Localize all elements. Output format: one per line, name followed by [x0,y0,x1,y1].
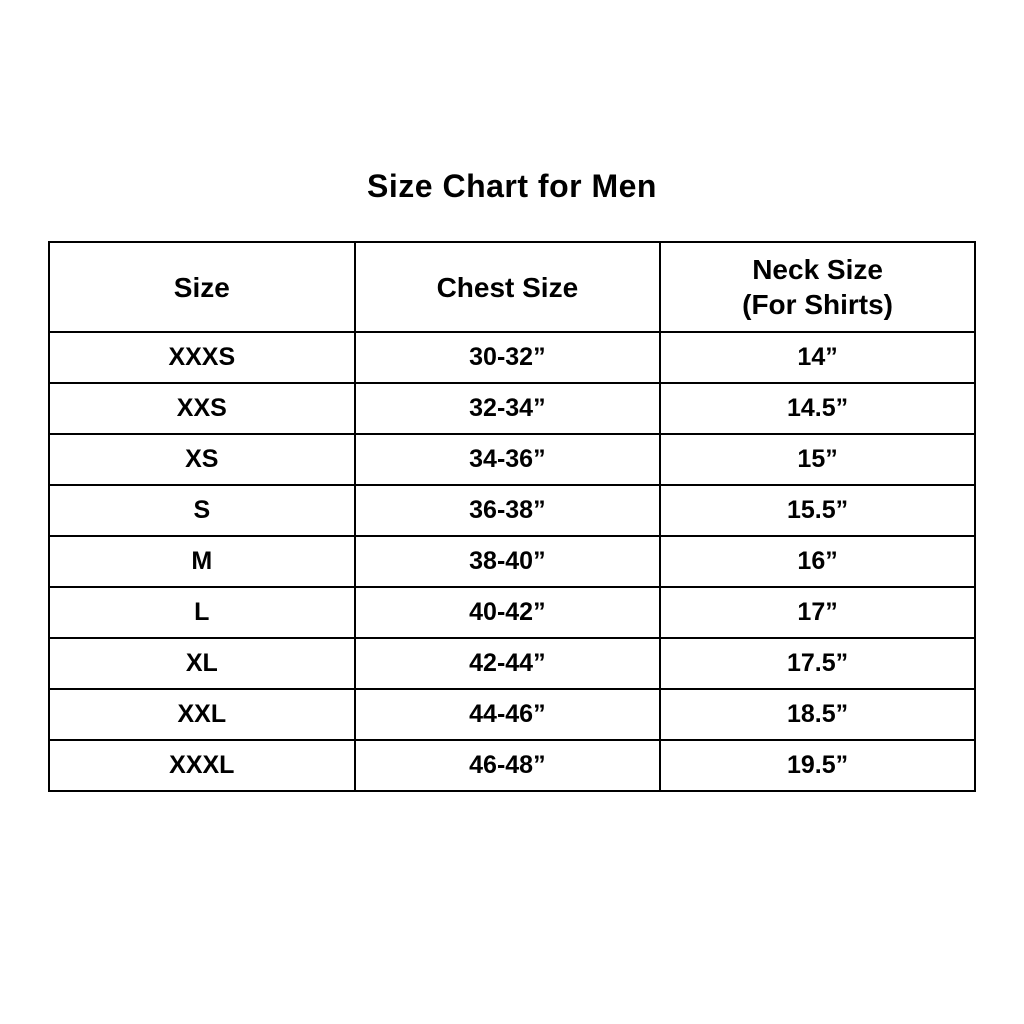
table-cell: 17” [660,587,975,638]
header-row [49,242,975,332]
table-row [49,740,975,791]
table-cell: 15” [660,434,975,485]
column-header [355,242,661,332]
table-cell: 14.5” [660,383,975,434]
table-cell: XS [49,434,355,485]
table-row [49,638,975,689]
column-header [49,242,355,332]
table-row [49,434,975,485]
table-cell: S [49,485,355,536]
column-header-line: (For Shirts) [742,289,894,320]
table-cell: XXL [49,689,355,740]
table-row [49,485,975,536]
table-row [49,332,975,383]
table-cell: 16” [660,536,975,587]
table-cell: 19.5” [660,740,975,791]
table-cell: 42-44” [355,638,661,689]
table-cell: 40-42” [355,587,661,638]
column-header [660,242,975,332]
table-cell: 30-32” [355,332,661,383]
size-chart-table [48,241,976,792]
table-row [49,689,975,740]
table-cell: L [49,587,355,638]
table-row [49,383,975,434]
table-cell: 44-46” [355,689,661,740]
table-cell: 17.5” [660,638,975,689]
table-cell: 15.5” [660,485,975,536]
table-header [49,242,975,332]
table-cell: XL [49,638,355,689]
table-cell: 38-40” [355,536,661,587]
table-cell: 18.5” [660,689,975,740]
page-title: Size Chart for Men [367,168,657,204]
table-row [49,587,975,638]
table-cell: XXS [49,383,355,434]
table-cell: 32-34” [355,383,661,434]
table-cell: M [49,536,355,587]
column-header-line: Chest Size [436,271,579,303]
table-row [49,536,975,587]
table-cell: XXXL [49,740,355,791]
column-header-line: Neck Size [752,254,883,285]
column-header-line: Size [173,271,230,303]
table-cell: 14” [660,332,975,383]
table-cell: 36-38” [355,485,661,536]
table-cell: 34-36” [355,434,661,485]
table-cell: XXXS [49,332,355,383]
table-cell: 46-48” [355,740,661,791]
table-body [49,332,975,791]
